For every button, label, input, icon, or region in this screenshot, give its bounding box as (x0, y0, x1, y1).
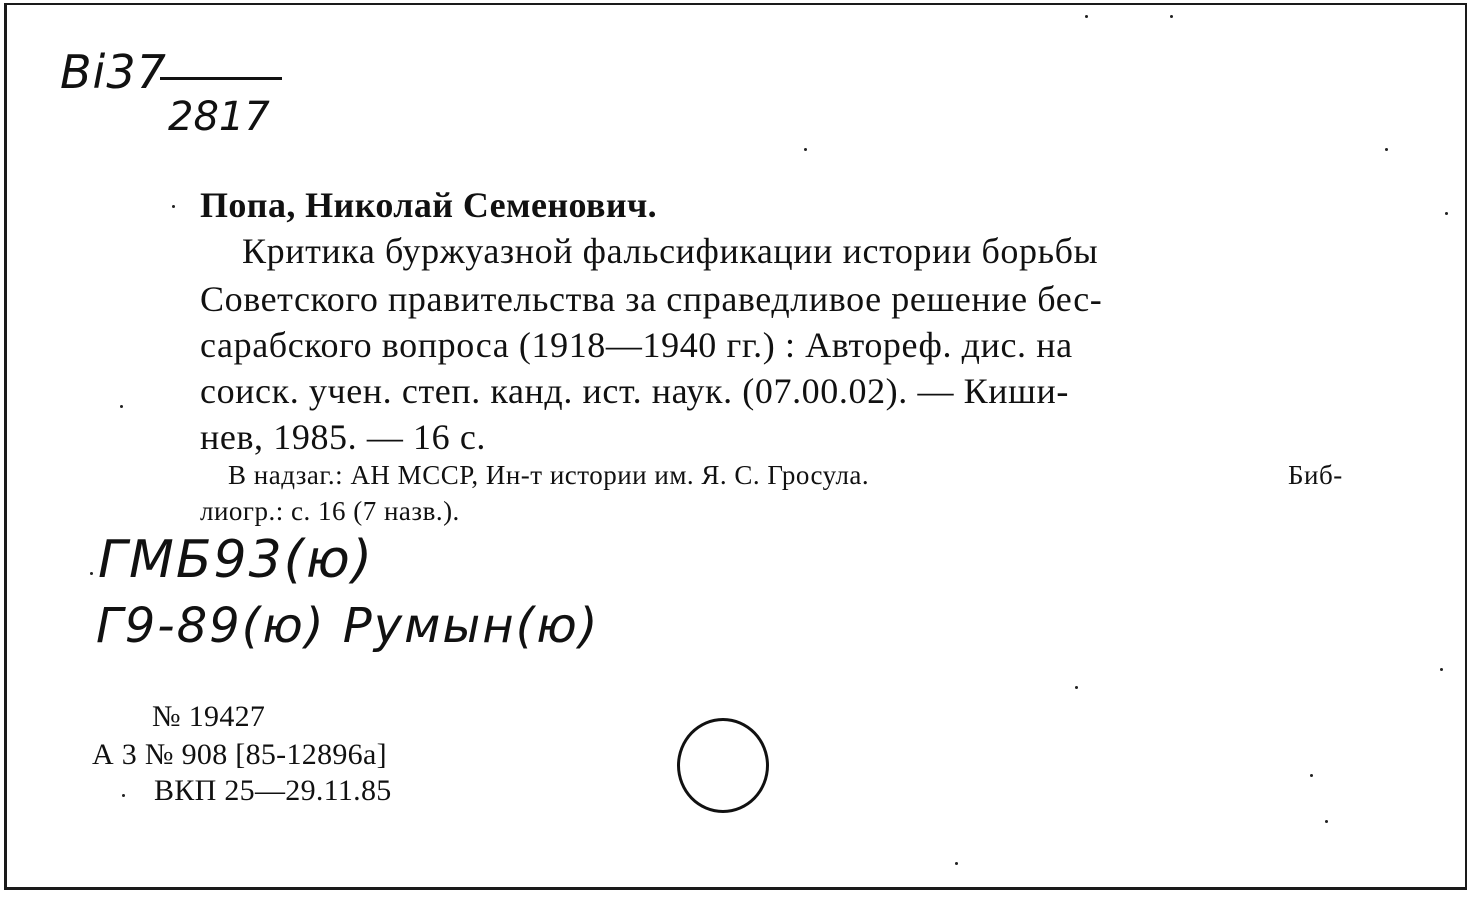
speck (1325, 820, 1328, 823)
title-line: нев, 1985. — 16 с. (200, 417, 487, 457)
title-line: Критика буржуазной фальсификации истории борьбы (242, 231, 1099, 271)
circle-mark (677, 718, 769, 813)
speck (90, 572, 93, 575)
speck (955, 862, 958, 865)
speck (804, 148, 807, 151)
title-line: сарабского вопроса (1918—1940 гг.) : Автореф. дис. на (200, 325, 1073, 365)
shelf-mark-bottom: 2817 (168, 94, 270, 140)
handwritten-class-code: ГМБ93(ю) (98, 530, 375, 590)
speck (1385, 148, 1388, 151)
speck (1085, 15, 1088, 18)
vkp-line: ВКП 25—29.11.85 (154, 774, 392, 807)
speck (122, 794, 125, 797)
title-line: соиск. учен. степ. канд. ист. наук. (07.00.02). — Киши- (200, 371, 1069, 411)
author-heading: Попа, Николай Семенович. (200, 185, 658, 225)
speck (1170, 15, 1173, 18)
handwritten-class-code: Г9-89(ю) Румын(ю) (96, 598, 600, 654)
note-line-end: Биб- (1288, 460, 1343, 490)
note-line: В надзаг.: АН МССР, Ин-т истории им. Я. С. Гросула. (228, 460, 870, 490)
speck (120, 405, 123, 408)
speck (1310, 774, 1313, 777)
speck (1075, 686, 1078, 689)
az-line: А 3 № 908 [85-12896а] (92, 738, 387, 771)
note-line: лиогр.: с. 16 (7 назв.). (200, 496, 460, 526)
shelf-mark-top: Bi37 (60, 45, 167, 99)
title-line: Советского правительства за справедливое решение бес- (200, 279, 1103, 319)
speck (1440, 668, 1443, 671)
shelf-mark-divider (160, 77, 282, 80)
speck (1445, 212, 1448, 215)
speck (172, 205, 175, 208)
accession-number: № 19427 (152, 700, 266, 733)
